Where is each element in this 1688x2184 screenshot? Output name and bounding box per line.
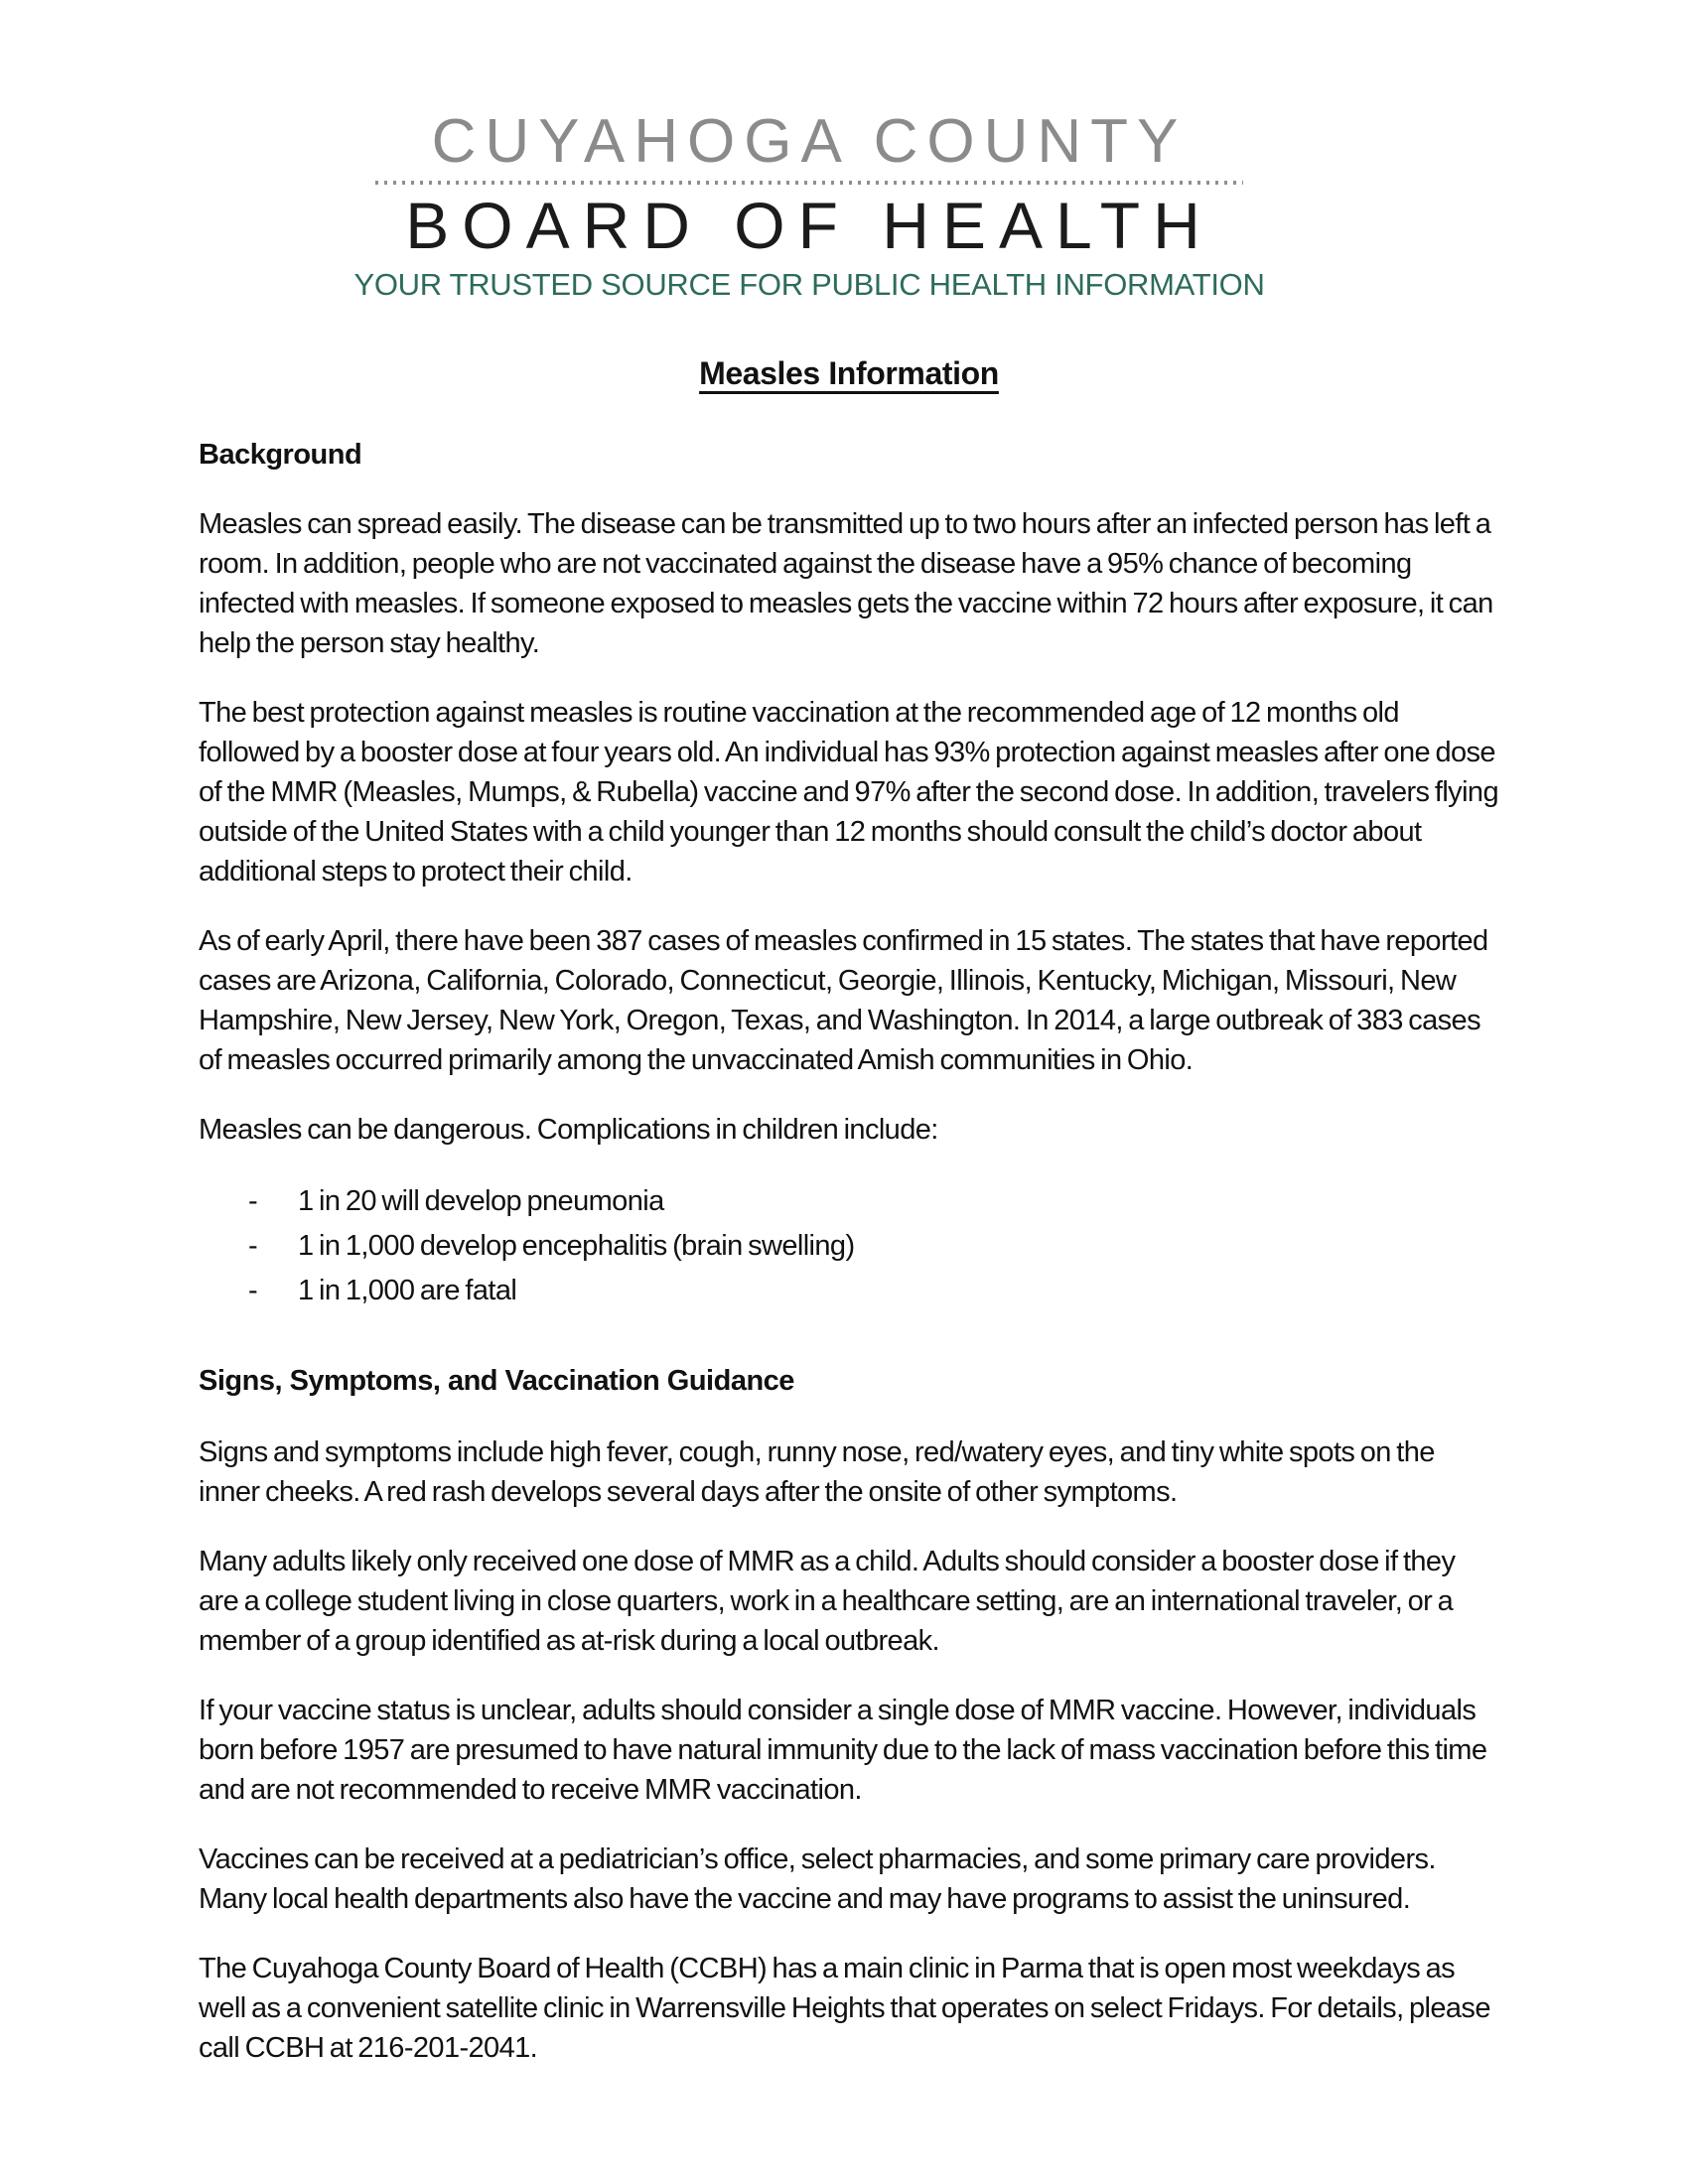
logo-dotted-divider [375,181,1243,185]
document-title: Measles Information [699,355,999,391]
logo-board-line: BOARD OF HEALTH [405,189,1213,262]
dash-marker: - [248,1230,258,1262]
dash-marker: - [248,1275,258,1306]
paragraph-signs-symptoms: Signs and symptoms include high fever, cough, runny nose, red/watery eyes, and tiny white spots on the inner cheeks. A red rash develops several days after the onsite of other symptoms. [199,1436,1435,1508]
document-body [199,353,1499,2068]
ccbh-logo [352,0,1266,302]
section-heading-background: Background [199,439,362,471]
paragraph-complications-intro: Measles can be dangerous. Complications in children include: [199,1114,938,1146]
paragraph-ccbh-clinics: The Cuyahoga County Board of Health (CCBH) has a main clinic in Parma that is open most weekdays as well as a convenient satellite clinic in Warrensville Heights that operates on select Fridays. For details, please call CCBH at 216-201-2041. [199,1953,1490,2064]
list-item-encephalitis [199,1224,1499,1269]
paragraph-adult-booster: Many adults likely only received one dose of MMR as a child. Adults should consider a booster dose if they are a college student living in close quarters, work in a healthcare setting, are an international traveler, or a member of a group identified as at-risk during a local outbreak. [199,1546,1456,1657]
logo-county-line: CUYAHOGA COUNTY [431,107,1188,176]
list-item-pneumonia [199,1179,1499,1224]
list-item-text: 1 in 1,000 are fatal [298,1275,517,1306]
logo-tagline: YOUR TRUSTED SOURCE FOR PUBLIC HEALTH INFORMATION [353,267,1265,302]
list-item-fatal [199,1269,1499,1313]
complications-list [199,1179,1499,1313]
dash-marker: - [248,1185,258,1217]
paragraph-case-counts: As of early April, there have been 387 cases of measles confirmed in 15 states. The states that have reported cases are Arizona, California, Colorado, Connecticut, Georgie, Illinois, Kentucky, Michigan, Missouri, New Hampshire, New Jersey, New York, Oregon, Texas, and Washington. In 2014, a large outbreak of 383 cases of measles occurred primarily among the unvaccinated Amish communities in Ohio. [199,925,1488,1076]
paragraph-unclear-status: If your vaccine status is unclear, adults should consider a single dose of MMR vaccine. However, individuals born before 1957 are presumed to have natural immunity due to the lack of mass vaccination before this time and are not recommended to receive MMR vaccination. [199,1695,1487,1806]
paragraph-measles-spread: Measles can spread easily. The disease can be transmitted up to two hours after an infected person has left a room. In addition, people who are not vaccinated against the disease have a 95% chance of becoming infected with measles. If someone exposed to measles gets the vaccine within 72 hours after exposure, it can help the person stay healthy. [199,508,1493,659]
list-item-text: 1 in 20 will develop pneumonia [298,1185,664,1217]
paragraph-where-to-get-vaccine: Vaccines can be received at a pediatrician’s office, select pharmacies, and some primary care providers. Many local health departments also have the vaccine and may have programs to assist the uninsured. [199,1843,1436,1915]
list-item-text: 1 in 1,000 develop encephalitis (brain swelling) [298,1230,855,1262]
paragraph-best-protection: The best protection against measles is routine vaccination at the recommended age of 12 months old followed by a booster dose at four years old. An individual has 93% protection against measles after one dose of the MMR (Measles, Mumps, & Rubella) vaccine and 97% after the second dose. In addition, travelers flying outside of the United States with a child younger than 12 months should consult the child’s doctor about additional steps to protect their child. [199,697,1498,887]
section-heading-signs-symptoms: Signs, Symptoms, and Vaccination Guidance [199,1365,794,1397]
